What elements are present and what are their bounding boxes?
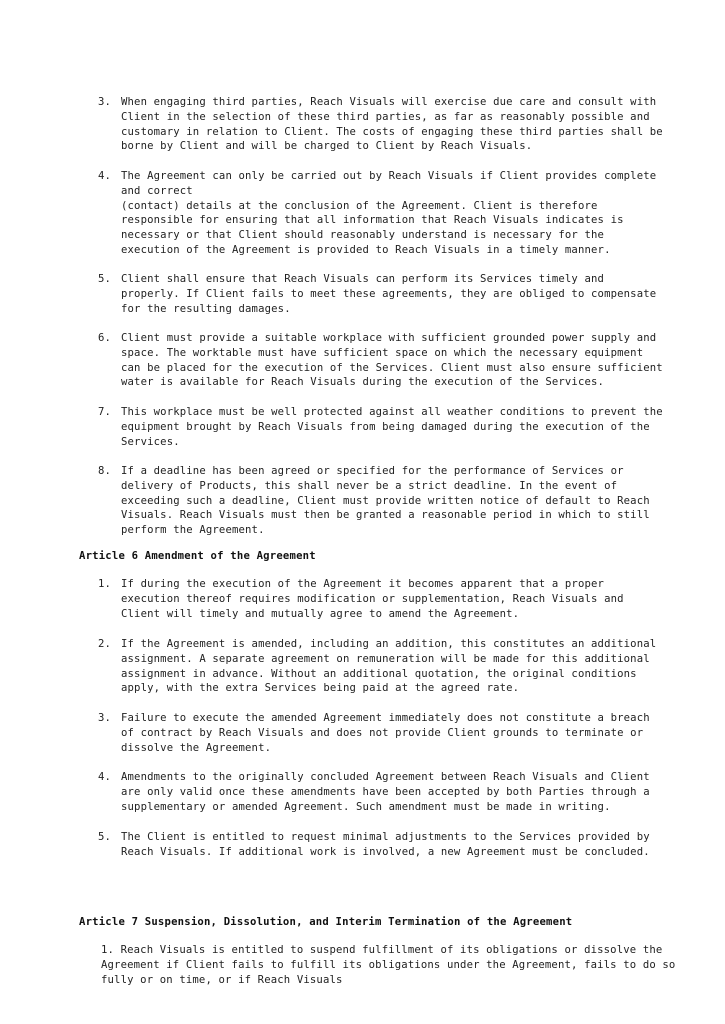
article7-heading: Article 7 Suspension, Dissolution, and Interim Termination of the Agreement [79, 916, 573, 928]
item-text: The Client is entitled to request minimal adjustments to the Services provided by Reach Visuals. If additional work is involved, a new Agreement must be concluded. [121, 831, 650, 858]
item-number: 4. [98, 771, 112, 783]
item-number: 1. [98, 578, 112, 590]
article5-item-4 [98, 169, 698, 258]
item-text: This workplace must be well protected against all weather conditions to prevent the equipment brought by Reach Visuals from being damaged during the execution of the Services. [121, 406, 663, 448]
item-number: 8. [98, 465, 112, 477]
article6-heading: Article 6 Amendment of the Agreement [79, 550, 316, 562]
item-number: 5. [98, 273, 112, 285]
item-number: 3. [98, 712, 112, 724]
article7-item-1: 1. Reach Visuals is entitled to suspend fulfillment of its obligations or dissolve the Agreement if Client fails to fulfill its obligations under the Agreement, fails to do so fully or on time, or if Reach Visuals [101, 944, 676, 986]
item-text: Failure to execute the amended Agreement immediately does not constitute a breach of contract by Reach Visuals and does not provide Client grounds to terminate or dissolve the Agreement. [121, 712, 650, 754]
item-number: 3. [98, 96, 112, 108]
item-number: 4. [98, 170, 112, 182]
article5-item-3 [98, 95, 698, 154]
item-text: The Agreement can only be carried out by Reach Visuals if Client provides complete and correct (contact) details at the conclusion of the Agreement. Client is therefore responsible for ensuring that all information that Reach Visuals indicates is necessary or that Client should reasonably understand is necessary for the execution of the Agreement is provided to Reach Visuals in a timely manner. [121, 170, 657, 256]
item-text: If during the execution of the Agreement it becomes apparent that a proper execution thereof requires modification or supplementation, Reach Visuals and Client will timely and mutually agree to amend the Agreement. [121, 578, 624, 620]
article6-item-1 [98, 577, 698, 621]
article6-item-3 [98, 711, 698, 755]
article5-item-8 [98, 464, 698, 538]
item-text: Amendments to the originally concluded Agreement between Reach Visuals and Client are only valid once these amendments have been accepted by both Parties through a supplementary or amended Agreement. Such amendment must be made in writing. [121, 771, 650, 813]
article5-item-7 [98, 405, 698, 449]
article6-item-2 [98, 637, 698, 696]
article5-item-5 [98, 272, 698, 316]
item-text: When engaging third parties, Reach Visuals will exercise due care and consult with Client in the selection of these third parties, as far as reasonably possible and customary in relation to Client. The costs of engaging these third parties shall be borne by Client and will be charged to Client by Reach Visuals. [121, 96, 663, 153]
item-text: Client must provide a suitable workplace with sufficient grounded power supply and space. The worktable must have sufficient space on which the necessary equipment can be placed for the execution of the Services. Client must also ensure sufficient water is available for Reach Visuals during the execution of the Services. [121, 332, 663, 389]
article6-item-4 [98, 770, 698, 814]
item-text: Client shall ensure that Reach Visuals can perform its Services timely and properly. If Client fails to meet these agreements, they are obliged to compensate for the resulting damages. [121, 273, 657, 315]
item-number: 6. [98, 332, 112, 344]
article5-item-6 [98, 331, 698, 390]
item-number: 2. [98, 638, 112, 650]
item-text: If a deadline has been agreed or specified for the performance of Services or delivery of Products, this shall never be a strict deadline. In the event of exceeding such a deadline, Client must provide written notice of default to Reach Visuals. Reach Visuals must then be granted a reasonable period in which to still perform the Agreement. [121, 465, 650, 537]
article6-item-5 [98, 830, 698, 860]
item-text: If the Agreement is amended, including an addition, this constitutes an additional assignment. A separate agreement on remuneration will be made for this additional assignment in advance. Without an additional quotation, the original conditions apply, with the extra Services being paid at the agreed rate. [121, 638, 657, 695]
item-number: 7. [98, 406, 112, 418]
item-number: 5. [98, 831, 112, 843]
